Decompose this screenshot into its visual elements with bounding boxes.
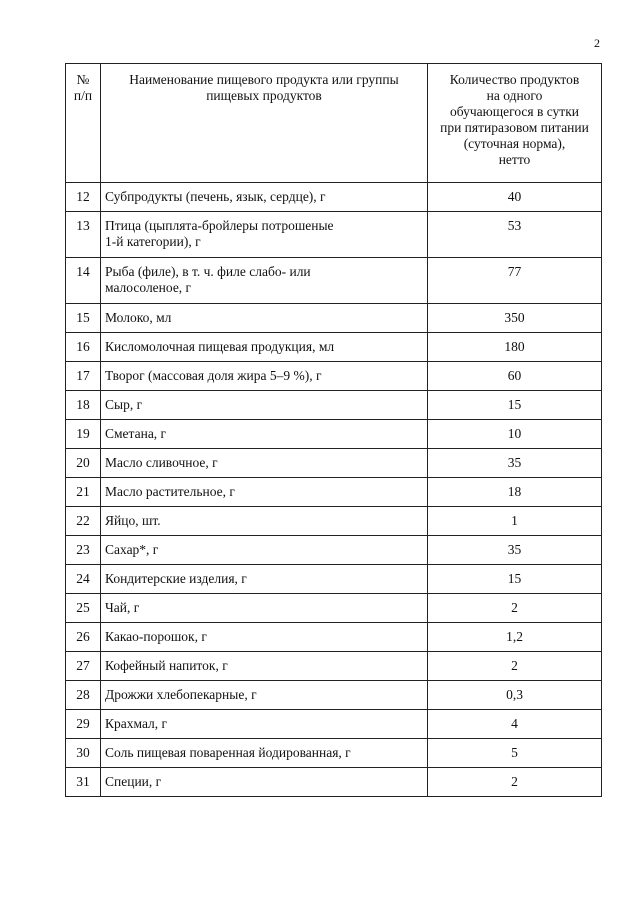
row-quantity: 40 xyxy=(428,183,602,212)
table-row xyxy=(66,478,602,507)
row-product-name: Дрожжи хлебопекарные, г xyxy=(101,681,428,710)
table-row xyxy=(66,710,602,739)
row-product-name: Рыба (филе), в т. ч. филе слабо- или малосоленое, г xyxy=(101,258,428,304)
row-number: 15 xyxy=(66,304,101,333)
header-quantity: Количество продуктов на одного обучающегося в сутки при пятиразовом питании (суточная норма), нетто xyxy=(428,64,602,183)
row-number: 16 xyxy=(66,333,101,362)
row-quantity: 35 xyxy=(428,449,602,478)
row-product-name: Масло сливочное, г xyxy=(101,449,428,478)
table-row xyxy=(66,594,602,623)
row-quantity: 1 xyxy=(428,507,602,536)
row-product-name: Субпродукты (печень, язык, сердце), г xyxy=(101,183,428,212)
row-number: 26 xyxy=(66,623,101,652)
page-number: 2 xyxy=(594,36,600,50)
table-row xyxy=(66,449,602,478)
row-number: 25 xyxy=(66,594,101,623)
table-row xyxy=(66,739,602,768)
row-product-name: Сметана, г xyxy=(101,420,428,449)
row-number: 20 xyxy=(66,449,101,478)
row-number: 13 xyxy=(66,212,101,258)
row-number: 17 xyxy=(66,362,101,391)
row-quantity: 4 xyxy=(428,710,602,739)
row-number: 23 xyxy=(66,536,101,565)
row-product-name: Молоко, мл xyxy=(101,304,428,333)
row-product-name: Чай, г xyxy=(101,594,428,623)
table-row xyxy=(66,420,602,449)
row-product-name: Творог (массовая доля жира 5–9 %), г xyxy=(101,362,428,391)
row-quantity: 53 xyxy=(428,212,602,258)
row-quantity: 180 xyxy=(428,333,602,362)
row-product-name: Сыр, г xyxy=(101,391,428,420)
row-product-name: Кисломолочная пищевая продукция, мл xyxy=(101,333,428,362)
row-number: 27 xyxy=(66,652,101,681)
row-product-name: Птица (цыплята-бройлеры потрошеные 1-й категории), г xyxy=(101,212,428,258)
row-number: 19 xyxy=(66,420,101,449)
row-quantity: 15 xyxy=(428,391,602,420)
row-number: 22 xyxy=(66,507,101,536)
row-product-name: Соль пищевая поваренная йодированная, г xyxy=(101,739,428,768)
row-quantity: 77 xyxy=(428,258,602,304)
table-row xyxy=(66,507,602,536)
table-row xyxy=(66,681,602,710)
table-row xyxy=(66,258,602,304)
row-product-name: Специи, г xyxy=(101,768,428,797)
row-product-name: Крахмал, г xyxy=(101,710,428,739)
table-row xyxy=(66,623,602,652)
row-product-name: Какао-порошок, г xyxy=(101,623,428,652)
row-number: 18 xyxy=(66,391,101,420)
table-row xyxy=(66,212,602,258)
row-quantity: 1,2 xyxy=(428,623,602,652)
row-product-name: Масло растительное, г xyxy=(101,478,428,507)
row-quantity: 10 xyxy=(428,420,602,449)
header-number: № п/п xyxy=(66,64,101,183)
row-number: 12 xyxy=(66,183,101,212)
row-quantity: 0,3 xyxy=(428,681,602,710)
table-row xyxy=(66,362,602,391)
row-quantity: 2 xyxy=(428,594,602,623)
row-quantity: 18 xyxy=(428,478,602,507)
row-product-name: Кофейный напиток, г xyxy=(101,652,428,681)
table-row xyxy=(66,183,602,212)
table-row xyxy=(66,565,602,594)
table-row xyxy=(66,304,602,333)
table-row xyxy=(66,536,602,565)
row-quantity: 60 xyxy=(428,362,602,391)
row-product-name: Яйцо, шт. xyxy=(101,507,428,536)
row-number: 21 xyxy=(66,478,101,507)
table-row xyxy=(66,391,602,420)
row-quantity: 350 xyxy=(428,304,602,333)
table-row xyxy=(66,333,602,362)
row-number: 24 xyxy=(66,565,101,594)
row-number: 30 xyxy=(66,739,101,768)
row-quantity: 2 xyxy=(428,652,602,681)
row-product-name: Кондитерские изделия, г xyxy=(101,565,428,594)
table-body xyxy=(66,183,602,797)
food-norms-table xyxy=(65,63,602,797)
row-quantity: 15 xyxy=(428,565,602,594)
row-quantity: 35 xyxy=(428,536,602,565)
table-row xyxy=(66,652,602,681)
row-quantity: 5 xyxy=(428,739,602,768)
row-number: 28 xyxy=(66,681,101,710)
row-product-name: Сахар*, г xyxy=(101,536,428,565)
row-number: 29 xyxy=(66,710,101,739)
table-row xyxy=(66,768,602,797)
row-number: 31 xyxy=(66,768,101,797)
row-number: 14 xyxy=(66,258,101,304)
header-name: Наименование пищевого продукта или группы пищевых продуктов xyxy=(101,64,428,183)
row-quantity: 2 xyxy=(428,768,602,797)
table-header-row xyxy=(66,64,602,183)
